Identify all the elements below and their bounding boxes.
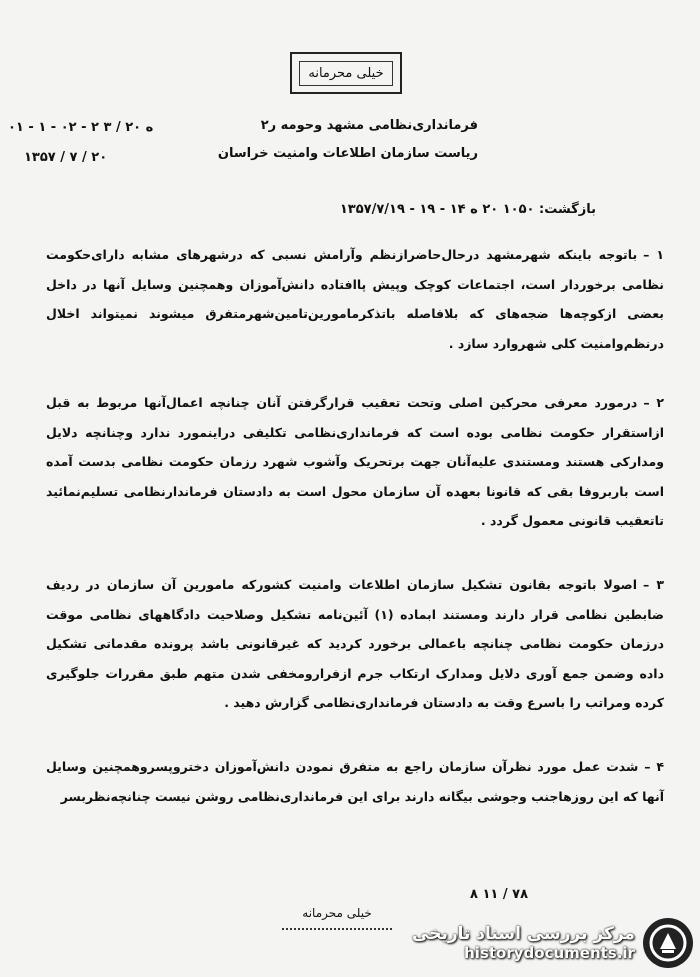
letter-date: ۱۳۵۷ / ۷ / ۲۰ — [24, 150, 108, 165]
classification-stamp-text: خیلی محرمانه — [299, 61, 392, 86]
paragraph-2 — [46, 388, 664, 536]
watermark-text — [412, 924, 635, 962]
reference-number: ۰۱ - ۱ - ۰۲ - ۲ ه ۲۰ / ۳ — [8, 120, 154, 135]
signature-mark: ۸ ۱۱ / ۷۸ — [470, 887, 528, 902]
classification-stamp — [290, 52, 402, 94]
recipient-line: ریاست سازمان اطلاعات وامنیت خراسان — [217, 146, 478, 161]
paragraph-number: ۱ – — [643, 247, 664, 262]
paragraph-text: باتوجه باینکه شهرمشهد درحال‌حاضرازنظم وآرامش نسبی که درشهرهای مشابه دارای‌حکومت نظامی برخوردار است، اجتماعات کوچک وپیش پاافتاده دانش‌آموزان وهمچنین وسایل آنها در داخل بعضی ازکوچه‌ها ضجه‌های که بلافاصله باتذکرمامورین‌تامین‌شهرمتفرق میشوند نمیتواند اخلال درنظم‌وامنیت کلی شهروارد سازد . — [46, 247, 664, 351]
watermark — [412, 912, 697, 974]
watermark-english: historydocuments.ir — [464, 944, 635, 962]
paragraph-number: ۳ – — [643, 577, 664, 592]
paragraph-number: ۲ – — [643, 395, 664, 410]
paragraph-text: شدت عمل مورد نظرآن سازمان راجع به متفرق نمودن دانش‌آموزان دختروپسروهمچنین وسایل آنها که این روزهاجنب وجوشی بیگانه دارند برای این فرمانداری‌نظامی روشن نیست چنانچه‌نظربسر — [46, 759, 664, 804]
paragraph-3 — [46, 570, 664, 718]
paragraph-text: اصولا باتوجه بقانون تشکیل سازمان اطلاعات وامنیت کشورکه مامورین آن سازمان در ردیف ضابطین نظامی قرار دارند ومستند ابماده (۱) آئین‌نامه تشکیل وصلاحیت دادگاههای نظامی موقت درزمان حکومت نظامی چنانچه باعمالی برخورد کردید که غیرقانونی باشد پرونده مقدماتی تشکیل داده وضمن جمع آوری دلایل ومدارک ارتکاب جرم ازفرارومخفی شدن متهم طبق مقررات جلوگیری کرده ومراتب را باسرع وقت به دادستان فرمانداری‌نظامی گزارش دهید . — [46, 577, 664, 710]
paragraph-4 — [46, 752, 664, 811]
sender-line: فرماندار‌ی‌نظامی مشهد وحومه ر۲ — [260, 118, 478, 133]
paragraph-number: ۴ – — [644, 759, 664, 774]
watermark-persian: مرکز بررسی اسناد تاریخی — [412, 924, 635, 944]
paragraph-1 — [46, 240, 664, 358]
paragraph-text: درمورد معرفی محرکین اصلی وتحت تعقیب قرارگرفتن آنان چنانچه اعمال‌آنها مربوط به قبل ازاستقرار حکومت نظامی بوده است که فرمانداری‌نظامی تکلیفی دراینمورد ندارد وچنانچه دلایل ومدارکی هستند ومستندی علیه‌آنان جهت برتحریک وآشوب شهرد رزمان حکومت نظامی بدست آمده است باربروفا بقی که قانونا بعهده آن سازمان محول است به دادستان فرماندارنظامی تسلیم‌نمائید تاتعقیب قانونی معمول گردد . — [46, 395, 664, 528]
archive-logo-icon — [643, 918, 693, 968]
back-reference: بازگشت: ۱۰۵۰ ۲۰ ه ۱۴ - ۱۹ - ۱۳۵۷/۷/۱۹ — [339, 202, 596, 217]
classification-stamp-bottom: خیلی محرمانه — [282, 898, 392, 930]
